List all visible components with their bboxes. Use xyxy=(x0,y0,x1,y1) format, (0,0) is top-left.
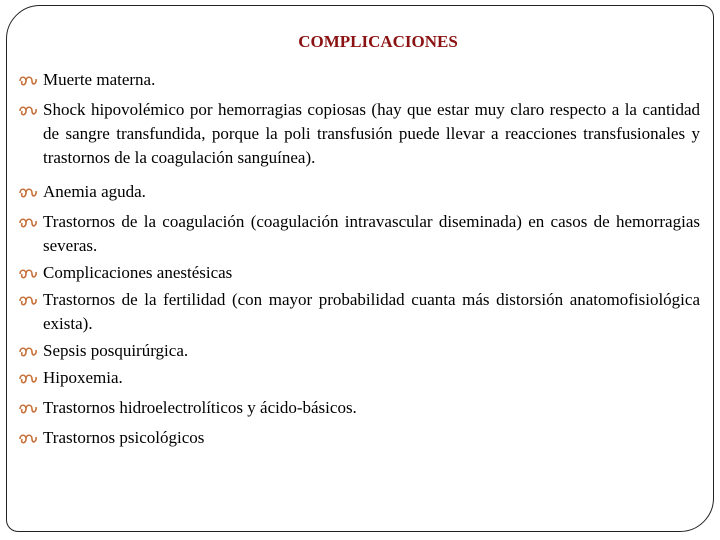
curl-bullet-icon xyxy=(18,346,38,358)
list-item xyxy=(18,210,700,258)
list-item xyxy=(18,180,700,204)
curl-bullet-icon xyxy=(18,433,38,445)
curl-bullet-icon xyxy=(18,217,38,229)
list-item-text: Hipoxemia. xyxy=(43,368,123,387)
list-item xyxy=(18,288,700,336)
list-item-text: Muerte materna. xyxy=(43,70,156,89)
list-item-text: Trastornos hidroelectrolíticos y ácido-básicos. xyxy=(43,398,357,417)
slide-title: COMPLICACIONES xyxy=(298,32,458,51)
curl-bullet-icon xyxy=(18,75,38,87)
list-item xyxy=(18,339,700,363)
curl-bullet-icon xyxy=(18,268,38,280)
curl-bullet-icon xyxy=(18,373,38,385)
list-item xyxy=(18,426,700,450)
list-item-text: Trastornos de la fertilidad (con mayor probabilidad cuanta más distorsión anatomofisiológica exista). xyxy=(43,290,700,333)
curl-bullet-icon xyxy=(18,295,38,307)
list-item xyxy=(18,68,700,92)
curl-bullet-icon xyxy=(18,403,38,415)
list-item xyxy=(18,366,700,390)
complications-list xyxy=(18,68,700,456)
list-item-text: Complicaciones anestésicas xyxy=(43,263,233,282)
curl-bullet-icon xyxy=(18,187,38,199)
list-item-text: Trastornos de la coagulación (coagulación intravascular diseminada) en casos de hemorragias severas. xyxy=(43,212,700,255)
curl-bullet-icon xyxy=(18,105,38,117)
list-item-text: Trastornos psicológicos xyxy=(43,428,205,447)
list-item xyxy=(18,98,700,170)
list-item-text: Anemia aguda. xyxy=(43,182,146,201)
list-item-text: Sepsis posquirúrgica. xyxy=(43,341,189,360)
list-item xyxy=(18,396,700,420)
list-item-text: Shock hipovolémico por hemorragias copiosas (hay que estar muy claro respecto a la cantidad de sangre transfundida, porque la poli transfusión puede llevar a reacciones transfusionales y trastornos de la coagulación sanguínea). xyxy=(43,100,700,167)
list-item xyxy=(18,261,700,285)
